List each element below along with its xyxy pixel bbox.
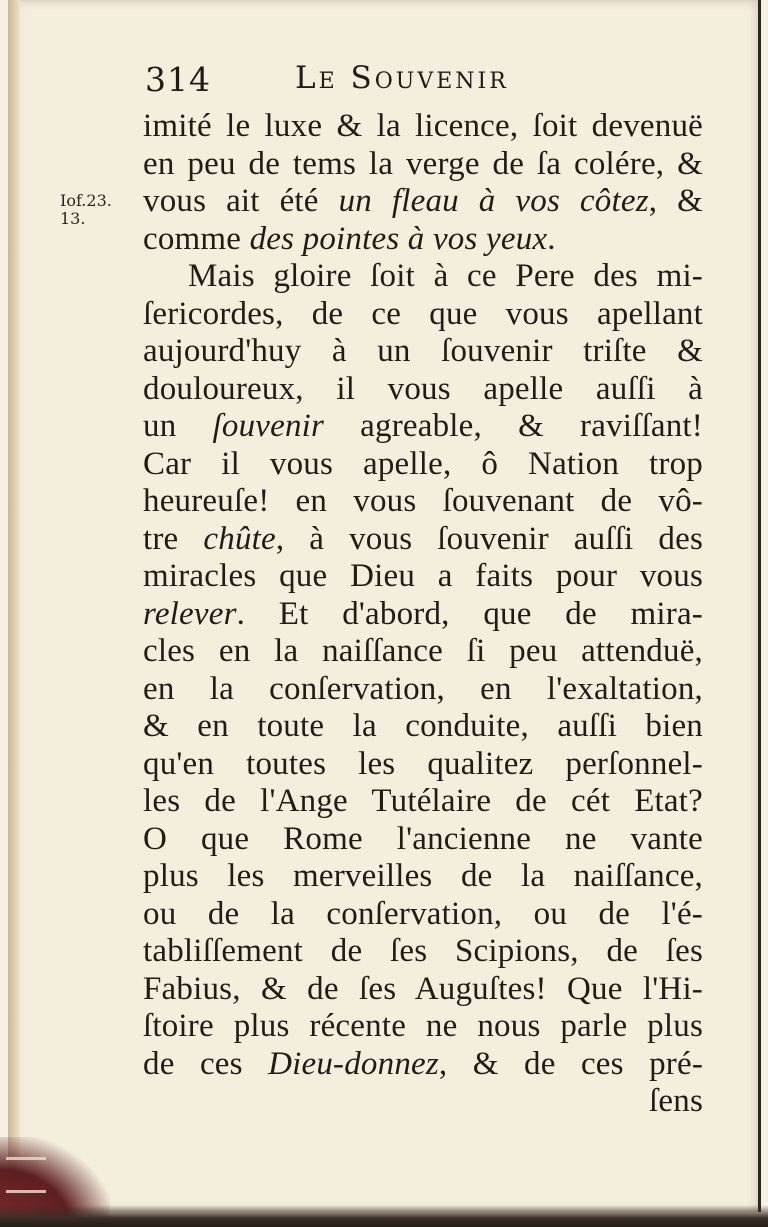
- text-run: de ces: [143, 1045, 269, 1082]
- running-title: Le Souvenir: [295, 60, 509, 96]
- text-line: [143, 596, 703, 634]
- text-line: tabliſſement de ſes Scipions, de ſes: [143, 933, 703, 969]
- text-run: , à vous ſouvenir auſſi des: [275, 520, 703, 557]
- page-gutter-edge: [8, 0, 20, 1160]
- italic-quote: des pointes à vos yeux: [249, 220, 548, 257]
- text-line: [143, 408, 703, 446]
- italic-word: chûte: [203, 520, 276, 557]
- text-line: en peu de tems la verge de ſa colére, &: [143, 145, 703, 182]
- text-line: ſericordes, de ce que vous apellant: [143, 295, 703, 332]
- text-line: Mais gloire ſoit à ce Pere des mi-: [188, 258, 703, 294]
- margin-reference-line: 13.: [60, 209, 86, 228]
- text-line: Car il vous apelle, ô Nation trop: [143, 445, 703, 482]
- text-line: aujourd'huy à un ſouvenir triſte &: [143, 333, 703, 369]
- catchword: ſens: [649, 1083, 703, 1119]
- italic-word: Dieu-donnez: [268, 1045, 439, 1082]
- text-line: O que Rome l'ancienne ne vante: [143, 820, 703, 857]
- text-line: les de l'Ange Tutélaire de cét Etat?: [143, 783, 703, 819]
- text-line: douloureux, il vous apelle auſſi à: [143, 370, 703, 407]
- text-line: ou de la conſervation, ou de l'é-: [143, 895, 703, 932]
- text-line: Fabius, & de ſes Auguſtes! Que l'Hi-: [143, 970, 703, 1007]
- text-run: comme: [143, 220, 250, 257]
- body-text: [143, 108, 703, 1121]
- text-run: vous ait été: [143, 183, 339, 219]
- text-line: ſtoire plus récente ne nous parle plus: [143, 1008, 703, 1044]
- text-line: qu'en toutes les qualitez perſonnel-: [143, 745, 703, 782]
- text-run: un: [143, 408, 213, 444]
- text-line: [143, 183, 703, 221]
- text-line: plus les merveilles de la naiſſance,: [143, 858, 703, 894]
- text-line: [143, 1046, 703, 1084]
- text-line: miracles que Dieu a faits pour vous: [143, 558, 703, 594]
- text-line: imité le luxe & la licence, ſoit devenuë: [143, 108, 703, 144]
- text-line: [143, 521, 703, 559]
- margin-reference: [60, 192, 130, 228]
- text-line: & en toute la conduite, auſſi bien: [143, 708, 703, 744]
- margin-reference-line: Iof.23.: [60, 191, 112, 210]
- italic-word: relever: [143, 595, 237, 632]
- text-run: tre: [143, 520, 204, 557]
- italic-word: ſouvenir: [212, 408, 325, 444]
- text-line: cles en la naiſſance ſi peu attenduë,: [143, 633, 703, 669]
- page-bottom-shadow: [0, 1205, 768, 1227]
- text-run: , & de ces pré-: [438, 1045, 703, 1082]
- page-number: 314: [145, 60, 211, 99]
- text-line: heureuſe! en vous ſouvenant de vô-: [143, 483, 703, 519]
- text-line: [143, 221, 703, 259]
- binding-marks: [6, 1157, 46, 1193]
- text-run: , &: [648, 183, 703, 219]
- text-line: en la conſervation, en l'exaltation,: [143, 670, 703, 707]
- italic-quote: un fleau à vos côtez: [338, 183, 649, 219]
- text-run: .: [547, 220, 556, 257]
- text-run: . Et d'abord, que de mira-: [236, 595, 703, 632]
- page-header: [145, 60, 705, 102]
- text-run: agreable, & raviſſant!: [324, 408, 703, 444]
